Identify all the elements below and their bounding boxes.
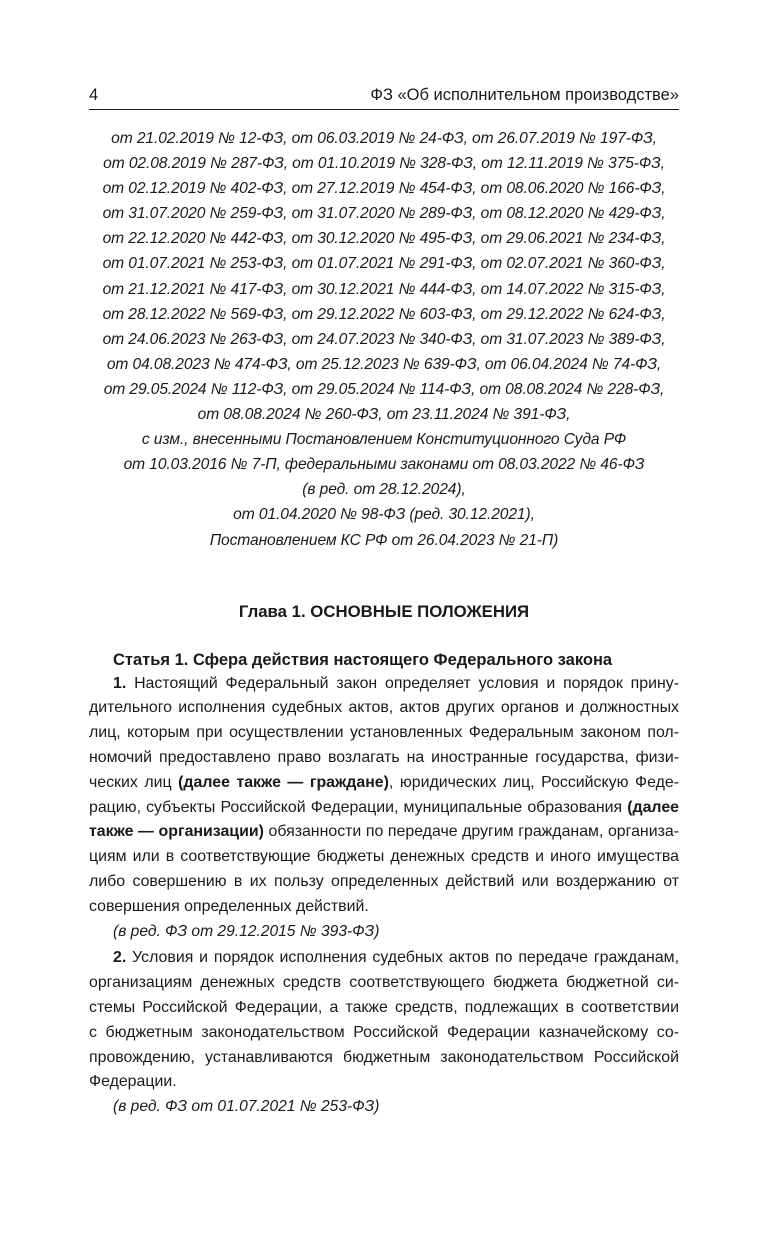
amendment-line: Постановлением КС РФ от 26.04.2023 № 21-П)	[209, 531, 559, 549]
clause-line: совершения определенных действий.	[89, 897, 369, 915]
amendment-line: от 21.02.2019 № 12-ФЗ, от 06.03.2019 № 24-ФЗ, от 26.07.2019 № 197-ФЗ,	[111, 130, 657, 147]
clause-line: стемы Российской Федерации, а также средств, подлежащих в соответствии	[89, 998, 679, 1016]
amendment-line: от 10.03.2016 № 7-П, федеральными законами от 08.03.2022 № 46-ФЗ	[123, 456, 645, 474]
amendment-line: от 02.12.2019 № 402-ФЗ, от 27.12.2019 № 454-ФЗ, от 08.06.2020 № 166-ФЗ,	[102, 180, 666, 198]
defined-term: также — организации)	[89, 823, 264, 841]
amendment-line: от 28.12.2022 № 569-ФЗ, от 29.12.2022 № 603-ФЗ, от 29.12.2022 № 624-ФЗ,	[102, 305, 666, 323]
clause-text: Условия и порядок исполнения судебных актов по передаче гражданам,	[126, 949, 679, 967]
clause-line	[89, 796, 679, 821]
clause-number: 2.	[113, 949, 127, 967]
amendment-line: от 29.05.2024 № 112-ФЗ, от 29.05.2024 № 114-ФЗ, от 08.08.2024 № 228-ФЗ,	[103, 380, 665, 398]
article-title: Статья 1. Сфера действия настоящего Федерального закона	[113, 650, 613, 669]
chapter-title: Глава 1. ОСНОВНЫЕ ПОЛОЖЕНИЯ	[238, 601, 530, 621]
clause-text: Настоящий Федеральный закон определяет условия и порядок прину-	[126, 674, 679, 692]
defined-term: (далее	[627, 798, 679, 816]
clause-text: рацию, субъекты Российской Федерации, муниципальные образования	[89, 798, 628, 816]
amendment-line: с изм., внесенными Постановлением Конституционного Суда РФ	[141, 431, 627, 449]
clause-line: циям или в соответствующие бюджеты денежных средств и иного имущества	[89, 848, 679, 866]
amendment-line: от 31.07.2020 № 259-ФЗ, от 31.07.2020 № 289-ФЗ, от 08.12.2020 № 429-ФЗ,	[102, 205, 666, 223]
clause-1	[89, 672, 679, 920]
amendments-list	[89, 126, 679, 553]
running-header	[89, 84, 679, 110]
clause-line: провождению, устанавливаются бюджетным законодательством Российской	[89, 1048, 679, 1066]
redaction-note: (в ред. ФЗ от 29.12.2015 № 393-ФЗ)	[113, 922, 380, 940]
amendment-line: от 02.08.2019 № 287-ФЗ, от 01.10.2019 № 328-ФЗ, от 12.11.2019 № 375-ФЗ,	[103, 155, 665, 173]
clause-line: номочий предоставлено право возлагать на иностранные государства, физи-	[89, 748, 679, 766]
clause-line: лиц, которым при осуществлении установленных Федеральным законом пол-	[89, 724, 679, 742]
clause-line: с бюджетным законодательством Российской Федерации казначейскому со-	[89, 1023, 679, 1041]
redaction-note: (в ред. ФЗ от 01.07.2021 № 253-ФЗ)	[113, 1098, 380, 1116]
amendment-line: от 01.04.2020 № 98-ФЗ (ред. 30.12.2021),	[233, 506, 535, 524]
page-number: 4	[89, 86, 99, 104]
amendment-line: от 04.08.2023 № 474-ФЗ, от 25.12.2023 № 639-ФЗ, от 06.04.2024 № 74-ФЗ,	[106, 355, 662, 373]
defined-term: (далее также — граждане)	[178, 773, 389, 791]
clause-line: дительного исполнения судебных актов, актов других органов и должностных	[89, 699, 679, 717]
clause-line	[89, 820, 679, 845]
clause-line	[89, 672, 679, 697]
clause-text: обязанности по передаче другим гражданам, организа-	[263, 823, 679, 841]
clause-text: , юридических лиц, Российскую Феде-	[388, 773, 679, 791]
clause-line: организациям денежных средств соответствующего бюджета бюджетной си-	[89, 974, 679, 992]
clause-number: 1.	[113, 674, 127, 692]
clause-line: Федерации.	[89, 1073, 177, 1091]
amendment-line: от 01.07.2021 № 253-ФЗ, от 01.07.2021 № 291-ФЗ, от 02.07.2021 № 360-ФЗ,	[102, 255, 666, 273]
amendment-line: от 22.12.2020 № 442-ФЗ, от 30.12.2020 № 495-ФЗ, от 29.06.2021 № 234-ФЗ,	[102, 230, 666, 248]
clause-2	[89, 946, 679, 1095]
clause-line	[89, 946, 679, 971]
document-page	[89, 84, 679, 1122]
amendment-line: от 21.12.2021 № 417-ФЗ, от 30.12.2021 № 444-ФЗ, от 14.07.2022 № 315-ФЗ,	[102, 280, 666, 298]
amendment-line: от 24.06.2023 № 263-ФЗ, от 24.07.2023 № 340-ФЗ, от 31.07.2023 № 389-ФЗ,	[102, 330, 666, 348]
amendment-line: от 08.08.2024 № 260-ФЗ, от 23.11.2024 № 391-ФЗ,	[197, 406, 571, 424]
clause-line: либо совершению в их пользу определенных действий или воздержанию от	[89, 872, 679, 890]
clause-line	[89, 771, 679, 796]
amendment-line: (в ред. от 28.12.2024),	[302, 481, 466, 499]
running-title: ФЗ «Об исполнительном производстве»	[370, 86, 679, 104]
clause-text: ческих лиц	[89, 773, 179, 791]
